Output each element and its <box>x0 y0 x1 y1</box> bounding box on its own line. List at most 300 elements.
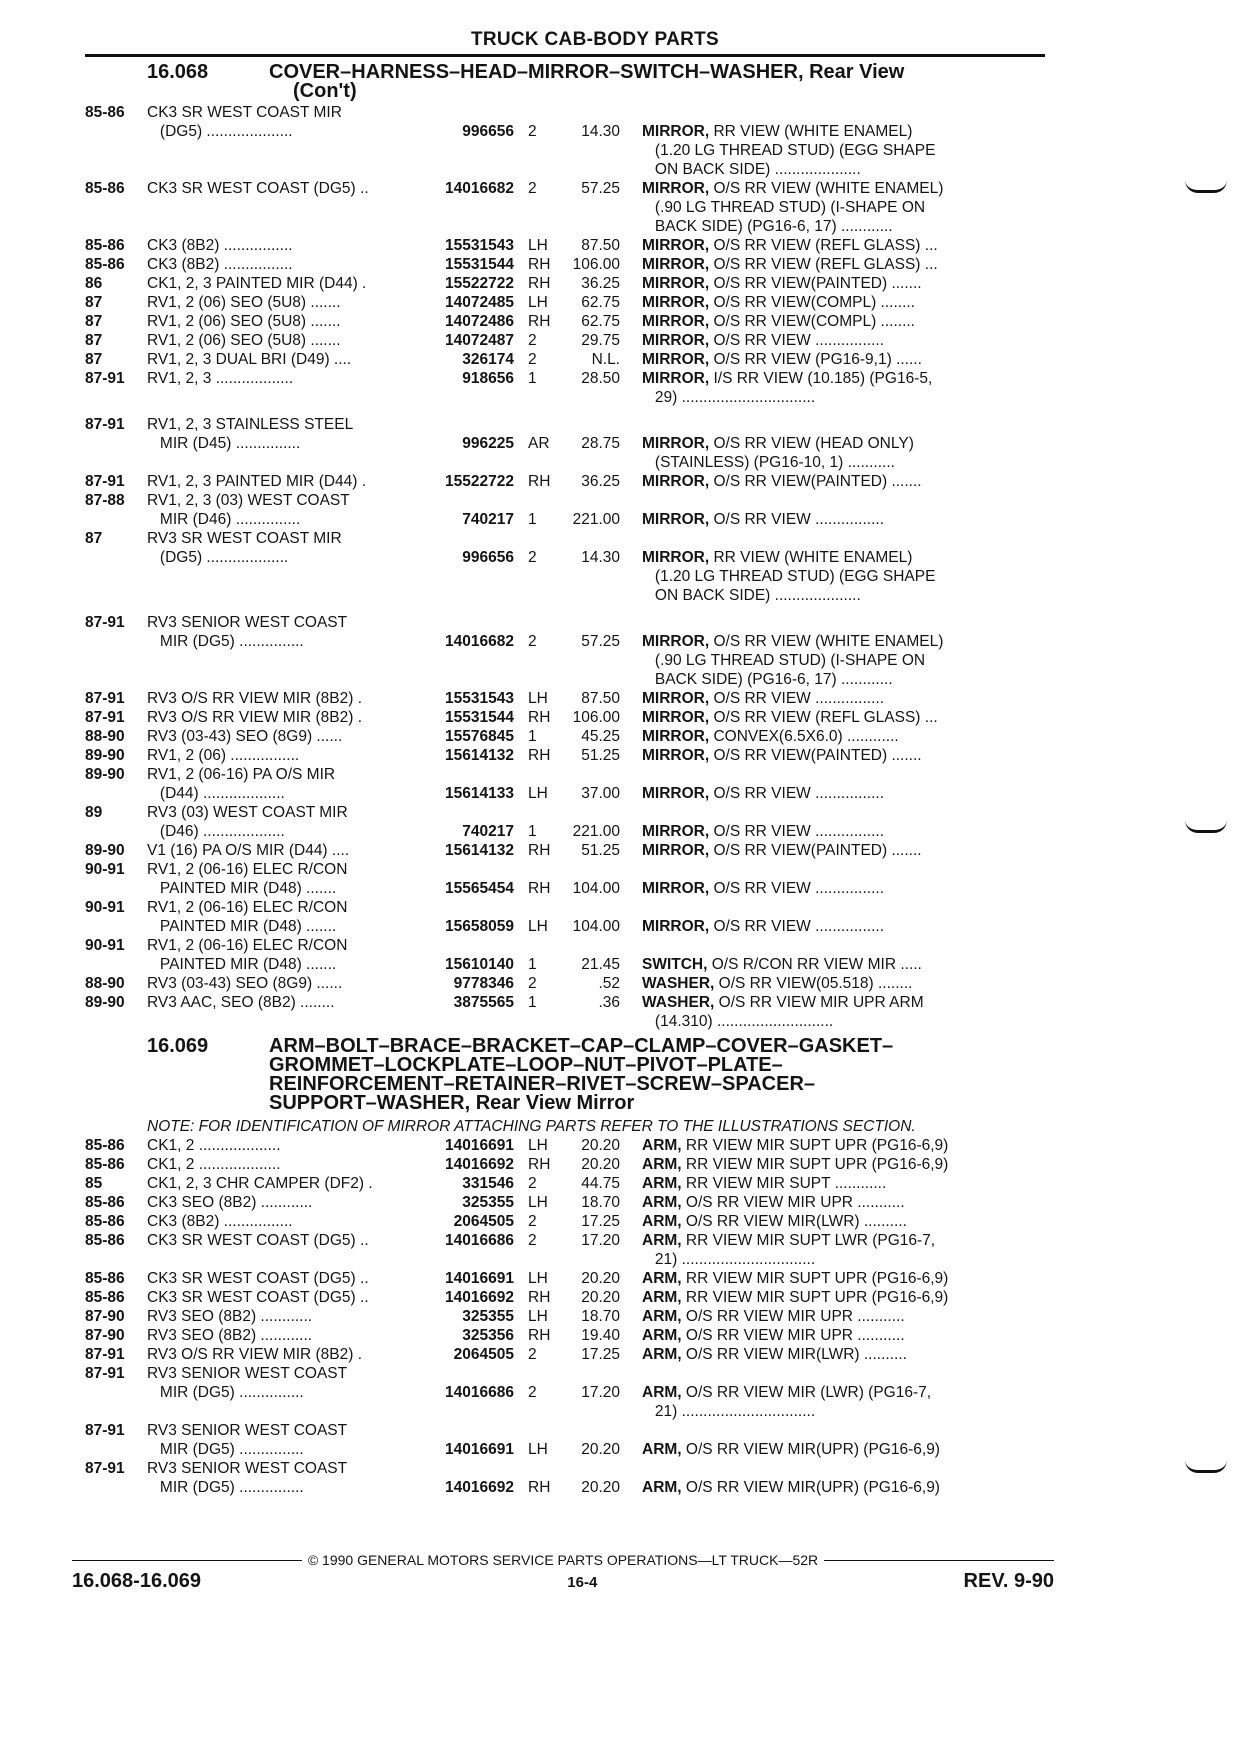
table-row <box>85 1288 1045 1307</box>
quantity: LH <box>528 785 548 802</box>
table-row <box>85 803 1045 822</box>
part-detail: O/S RR VIEW ................ <box>709 332 885 349</box>
part-number: 15531544 <box>445 709 514 726</box>
quantity: 2 <box>528 351 537 368</box>
part-number: 15531543 <box>445 237 514 254</box>
table-row <box>85 331 1045 350</box>
table-row <box>85 613 1045 632</box>
quantity: RH <box>528 842 551 859</box>
part-number: 15576845 <box>445 728 514 745</box>
part-name: ARM, <box>642 1156 682 1173</box>
quantity: RH <box>528 275 551 292</box>
part-detail: RR VIEW MIR SUPT UPR (PG16-6,9) <box>681 1270 949 1287</box>
quantity: 2 <box>528 633 537 650</box>
part-description <box>642 434 1045 453</box>
model-description: RV3 (03-43) SEO (8G9) ...... <box>147 975 343 992</box>
part-number: 14016691 <box>445 1270 514 1287</box>
model-year: 87-91 <box>85 690 125 707</box>
section-title-line: GROMMET–LOCKPLATE–LOOP–NUT–PIVOT–PLATE– <box>269 1054 783 1076</box>
price: 21.45 <box>581 956 620 973</box>
part-detail: O/S RR VIEW ................ <box>709 785 885 802</box>
table-row <box>85 369 1045 388</box>
model-year: 90-91 <box>85 899 125 916</box>
quantity: 1 <box>528 370 537 387</box>
part-description <box>642 822 1045 841</box>
table-row <box>85 491 1045 510</box>
quantity: RH <box>528 747 551 764</box>
part-number: 325355 <box>462 1308 514 1325</box>
model-year: 86 <box>85 275 103 292</box>
price: N.L. <box>591 351 620 368</box>
model-year: 87 <box>85 313 103 330</box>
table-row <box>85 1012 1045 1031</box>
model-year: 89-90 <box>85 842 125 859</box>
model-description: RV3 SENIOR WEST COAST <box>147 1460 348 1477</box>
quantity: RH <box>528 313 551 330</box>
part-description <box>642 1250 1045 1269</box>
part-name: SWITCH, <box>642 956 708 973</box>
part-detail: (STAINLESS) (PG16-10, 1) ........... <box>642 454 895 471</box>
model-description: RV1, 2 (06-16) PA O/S MIR <box>147 766 336 783</box>
part-name: ARM, <box>642 1308 682 1325</box>
quantity: 2 <box>528 1213 537 1230</box>
quantity: RH <box>528 1156 551 1173</box>
part-description <box>642 274 1045 293</box>
part-detail: (.90 LG THREAD STUD) (I-SHAPE ON <box>642 199 926 216</box>
table-row <box>85 1174 1045 1193</box>
part-number: 14072487 <box>445 332 514 349</box>
price: 36.25 <box>581 275 620 292</box>
table-row <box>85 179 1045 198</box>
quantity: 2 <box>528 549 537 566</box>
page-footer <box>72 1552 1054 1593</box>
table-row <box>85 1269 1045 1288</box>
table-row <box>85 1459 1045 1478</box>
part-detail: O/S RR VIEW (REFL GLASS) ... <box>709 256 938 273</box>
part-description <box>642 1231 1045 1250</box>
table-row <box>85 708 1045 727</box>
table-row <box>85 293 1045 312</box>
model-description: RV1, 2, 3 (03) WEST COAST <box>147 492 350 509</box>
part-description <box>642 1383 1045 1402</box>
quantity: LH <box>528 1441 548 1458</box>
row-gap <box>85 605 1045 613</box>
table-row <box>85 1478 1045 1497</box>
part-description <box>642 1193 1045 1212</box>
part-description <box>642 1212 1045 1231</box>
part-detail: (1.20 LG THREAD STUD) (EGG SHAPE <box>642 568 936 585</box>
table-row <box>85 746 1045 765</box>
model-description: MIR (DG5) ............... <box>147 1441 304 1458</box>
parts-table <box>85 103 1045 1031</box>
part-description <box>642 472 1045 491</box>
model-description: CK3 SR WEST COAST (DG5) .. <box>147 1232 369 1249</box>
part-detail: O/S RR VIEW MIR UPR ........... <box>681 1194 905 1211</box>
model-year: 87-88 <box>85 492 125 509</box>
part-detail: (1.20 LG THREAD STUD) (EGG SHAPE <box>642 142 936 159</box>
part-detail: ON BACK SIDE) .................... <box>642 161 861 178</box>
model-year: 87-90 <box>85 1308 125 1325</box>
model-description: (D46) ................... <box>147 823 285 840</box>
part-number: 14016691 <box>445 1137 514 1154</box>
table-row <box>85 1402 1045 1421</box>
part-detail: RR VIEW MIR SUPT UPR (PG16-6,9) <box>681 1156 949 1173</box>
part-description <box>642 331 1045 350</box>
quantity: 1 <box>528 511 537 528</box>
part-description <box>642 369 1045 388</box>
part-detail: (.90 LG THREAD STUD) (I-SHAPE ON <box>642 652 926 669</box>
part-description <box>642 236 1045 255</box>
part-description <box>642 670 1045 689</box>
model-description: CK3 (8B2) ................ <box>147 1213 293 1230</box>
model-year: 85 <box>85 1175 103 1192</box>
part-name: ARM, <box>642 1232 682 1249</box>
quantity: AR <box>528 435 550 452</box>
model-description: RV3 SENIOR WEST COAST <box>147 1422 348 1439</box>
quantity: LH <box>528 1270 548 1287</box>
part-detail: O/S R/CON RR VIEW MIR ..... <box>707 956 922 973</box>
price: 18.70 <box>581 1194 620 1211</box>
model-year: 87-90 <box>85 1327 125 1344</box>
quantity: LH <box>528 1308 548 1325</box>
price: 104.00 <box>572 880 620 897</box>
table-row <box>85 453 1045 472</box>
price: 17.25 <box>581 1213 620 1230</box>
table-row <box>85 388 1045 407</box>
model-description: MIR (DG5) ............... <box>147 633 304 650</box>
part-detail: (14.310) ........................... <box>642 1013 834 1030</box>
quantity: 2 <box>528 1346 537 1363</box>
part-description <box>642 1307 1045 1326</box>
part-description <box>642 350 1045 369</box>
price: 221.00 <box>572 823 620 840</box>
part-name: MIRROR, <box>642 351 710 368</box>
model-year: 87-91 <box>85 1422 125 1439</box>
part-detail: RR VIEW MIR SUPT UPR (PG16-6,9) <box>681 1289 949 1306</box>
table-row <box>85 122 1045 141</box>
price: 20.20 <box>581 1270 620 1287</box>
part-description <box>642 122 1045 141</box>
part-name: MIRROR, <box>642 511 710 528</box>
table-row <box>85 1231 1045 1250</box>
table-row <box>85 255 1045 274</box>
part-number: 14016686 <box>445 1384 514 1401</box>
quantity: 1 <box>528 994 537 1011</box>
part-number: 14016692 <box>445 1156 514 1173</box>
model-description: CK1, 2, 3 CHR CAMPER (DF2) . <box>147 1175 373 1192</box>
price: 20.20 <box>581 1441 620 1458</box>
model-year: 89 <box>85 804 103 821</box>
table-row <box>85 879 1045 898</box>
part-name: MIRROR, <box>642 880 710 897</box>
table-row <box>85 160 1045 179</box>
part-detail: 21) ............................... <box>642 1251 816 1268</box>
model-description: CK1, 2, 3 PAINTED MIR (D44) . <box>147 275 367 292</box>
part-description <box>642 993 1045 1012</box>
part-detail: O/S RR VIEW (REFL GLASS) ... <box>709 237 938 254</box>
table-row <box>85 350 1045 369</box>
table-row <box>85 1421 1045 1440</box>
part-description <box>642 312 1045 331</box>
table-row <box>85 548 1045 567</box>
model-description: RV1, 2 (06-16) ELEC R/CON <box>147 937 348 954</box>
model-description: RV1, 2, 3 PAINTED MIR (D44) . <box>147 473 367 490</box>
part-name: ARM, <box>642 1213 682 1230</box>
model-description: RV3 O/S RR VIEW MIR (8B2) . <box>147 709 363 726</box>
part-number: 15614133 <box>445 785 514 802</box>
model-year: 89-90 <box>85 747 125 764</box>
part-name: MIRROR, <box>642 256 710 273</box>
part-detail: O/S RR VIEW(05.518) ........ <box>714 975 913 992</box>
part-detail: O/S RR VIEW MIR UPR ........... <box>681 1308 905 1325</box>
section-title-line: REINFORCEMENT–RETAINER–RIVET–SCREW–SPACER– <box>269 1073 816 1095</box>
part-name: ARM, <box>642 1327 682 1344</box>
table-row <box>85 784 1045 803</box>
part-description <box>642 784 1045 803</box>
quantity: LH <box>528 918 548 935</box>
part-number: 14016692 <box>445 1289 514 1306</box>
table-row <box>85 1193 1045 1212</box>
price: 17.20 <box>581 1232 620 1249</box>
model-description: RV3 AAC, SEO (8B2) ........ <box>147 994 335 1011</box>
part-name: MIRROR, <box>642 123 710 140</box>
part-detail: O/S RR VIEW ................ <box>709 511 885 528</box>
quantity: 2 <box>528 1232 537 1249</box>
part-detail: O/S RR VIEW(PAINTED) ....... <box>709 747 922 764</box>
model-year: 87-91 <box>85 1346 125 1363</box>
model-year: 85-86 <box>85 256 125 273</box>
model-description: (D44) ................... <box>147 785 285 802</box>
table-row <box>85 1440 1045 1459</box>
price: 62.75 <box>581 294 620 311</box>
table-row <box>85 917 1045 936</box>
price: 45.25 <box>581 728 620 745</box>
model-year: 89-90 <box>85 994 125 1011</box>
table-row <box>85 1250 1045 1269</box>
model-year: 87-91 <box>85 1365 125 1382</box>
part-description <box>642 651 1045 670</box>
model-year: 87 <box>85 294 103 311</box>
part-description <box>642 955 1045 974</box>
price: 106.00 <box>572 256 620 273</box>
table-row <box>85 1307 1045 1326</box>
section-title-line: ARM–BOLT–BRACE–BRACKET–CAP–CLAMP–COVER–GASKET– <box>269 1035 894 1057</box>
quantity: LH <box>528 237 548 254</box>
part-detail: O/S RR VIEW ................ <box>709 690 885 707</box>
model-description: RV3 SENIOR WEST COAST <box>147 614 348 631</box>
table-row <box>85 651 1045 670</box>
model-year: 85-86 <box>85 1137 125 1154</box>
table-row <box>85 1212 1045 1231</box>
model-year: 88-90 <box>85 728 125 745</box>
model-description: RV1, 2 (06) SEO (5U8) ....... <box>147 313 341 330</box>
part-name: ARM, <box>642 1479 682 1496</box>
table-row <box>85 510 1045 529</box>
price: 20.20 <box>581 1479 620 1496</box>
price: 28.75 <box>581 435 620 452</box>
part-name: MIRROR, <box>642 823 710 840</box>
model-year: 87-91 <box>85 614 125 631</box>
price: 51.25 <box>581 747 620 764</box>
part-description <box>642 1402 1045 1421</box>
model-year: 88-90 <box>85 975 125 992</box>
model-description: RV3 SENIOR WEST COAST <box>147 1365 348 1382</box>
part-number: 2064505 <box>453 1346 514 1363</box>
top-rule <box>85 54 1045 57</box>
part-description <box>642 160 1045 179</box>
section-note: NOTE: FOR IDENTIFICATION OF MIRROR ATTACHING PARTS REFER TO THE ILLUSTRATIONS SECTION. <box>147 1118 916 1135</box>
part-detail: O/S RR VIEW ................ <box>709 823 885 840</box>
parts-table <box>85 1136 1045 1497</box>
price: 104.00 <box>572 918 620 935</box>
part-description <box>642 1345 1045 1364</box>
part-name: MIRROR, <box>642 709 710 726</box>
model-description: RV1, 2 (06) SEO (5U8) ....... <box>147 332 341 349</box>
part-detail: O/S RR VIEW(PAINTED) ....... <box>709 842 922 859</box>
binder-hole-mark <box>1185 180 1227 193</box>
part-number: 15565454 <box>445 880 514 897</box>
part-detail: RR VIEW (WHITE ENAMEL) <box>709 549 913 566</box>
part-number: 15522722 <box>445 473 514 490</box>
part-description <box>642 841 1045 860</box>
part-detail: O/S RR VIEW(COMPL) ........ <box>709 294 915 311</box>
part-number: 331546 <box>462 1175 514 1192</box>
price: 28.50 <box>581 370 620 387</box>
model-description: RV1, 2, 3 .................. <box>147 370 294 387</box>
part-name: MIRROR, <box>642 633 710 650</box>
model-description: (DG5) .................... <box>147 123 293 140</box>
model-description: RV3 SEO (8B2) ............ <box>147 1327 313 1344</box>
quantity: 2 <box>528 180 537 197</box>
model-description: MIR (D45) ............... <box>147 435 301 452</box>
part-number: 2064505 <box>453 1213 514 1230</box>
part-name: ARM, <box>642 1346 682 1363</box>
quantity: 2 <box>528 332 537 349</box>
model-year: 85-86 <box>85 104 125 121</box>
part-detail: O/S RR VIEW MIR (LWR) (PG16-7, <box>681 1384 932 1401</box>
quantity: RH <box>528 1289 551 1306</box>
part-description <box>642 689 1045 708</box>
part-number: 15531544 <box>445 256 514 273</box>
running-head: TRUCK CAB-BODY PARTS <box>470 29 720 50</box>
part-description <box>642 746 1045 765</box>
table-row <box>85 1383 1045 1402</box>
section-16-068 <box>85 63 1045 1031</box>
part-number: 996656 <box>462 123 514 140</box>
part-number: 14016691 <box>445 1441 514 1458</box>
table-row <box>85 632 1045 651</box>
quantity: 2 <box>528 1384 537 1401</box>
model-description: PAINTED MIR (D48) ....... <box>147 880 337 897</box>
price: 221.00 <box>572 511 620 528</box>
model-year: 87-91 <box>85 416 125 433</box>
part-number: 14072485 <box>445 294 514 311</box>
model-year: 85-86 <box>85 237 125 254</box>
part-detail: O/S RR VIEW(PAINTED) ....... <box>709 275 922 292</box>
model-year: 85-86 <box>85 180 125 197</box>
table-row <box>85 765 1045 784</box>
model-description: CK3 SR WEST COAST (DG5) .. <box>147 1270 369 1287</box>
table-row <box>85 198 1045 217</box>
price: 87.50 <box>581 237 620 254</box>
part-detail: O/S RR VIEW (PG16-9,1) ...... <box>709 351 922 368</box>
part-detail: O/S RR VIEW MIR(UPR) (PG16-6,9) <box>681 1441 940 1458</box>
model-description: RV1, 2, 3 DUAL BRI (D49) .... <box>147 351 352 368</box>
part-number: 14016692 <box>445 1479 514 1496</box>
table-row <box>85 141 1045 160</box>
section-title-cont: (Con't) <box>293 80 357 102</box>
price: 17.25 <box>581 1346 620 1363</box>
price: 106.00 <box>572 709 620 726</box>
part-description <box>642 179 1045 198</box>
part-number: 15614132 <box>445 842 514 859</box>
table-row <box>85 529 1045 548</box>
part-number: 996225 <box>462 435 514 452</box>
quantity: RH <box>528 1479 551 1496</box>
model-description: RV1, 2 (06) SEO (5U8) ....... <box>147 294 341 311</box>
part-name: MIRROR, <box>642 549 710 566</box>
part-description <box>642 632 1045 651</box>
quantity: 1 <box>528 956 537 973</box>
part-description <box>642 1174 1045 1193</box>
part-description <box>642 141 1045 160</box>
part-description <box>642 974 1045 993</box>
part-number: 326174 <box>462 351 514 368</box>
part-name: MIRROR, <box>642 294 710 311</box>
model-description: CK3 SR WEST COAST (DG5) .. <box>147 180 369 197</box>
part-detail: O/S RR VIEW MIR UPR ARM <box>714 994 924 1011</box>
part-detail: O/S RR VIEW(PAINTED) ....... <box>709 473 922 490</box>
table-row <box>85 472 1045 491</box>
part-description <box>642 453 1045 472</box>
model-description: MIR (DG5) ............... <box>147 1384 304 1401</box>
model-year: 85-86 <box>85 1270 125 1287</box>
model-description: CK3 (8B2) ................ <box>147 237 293 254</box>
revision: REV. 9-90 <box>963 1570 1054 1592</box>
part-name: MIRROR, <box>642 728 710 745</box>
part-number: 15658059 <box>445 918 514 935</box>
quantity: RH <box>528 1327 551 1344</box>
part-detail: 29) ............................... <box>642 389 816 406</box>
part-name: WASHER, <box>642 975 715 992</box>
part-name: MIRROR, <box>642 473 710 490</box>
table-row <box>85 434 1045 453</box>
table-row <box>85 936 1045 955</box>
part-description <box>642 548 1045 567</box>
table-row <box>85 103 1045 122</box>
part-number: 15522722 <box>445 275 514 292</box>
table-row <box>85 274 1045 293</box>
table-row <box>85 217 1045 236</box>
model-year: 87-91 <box>85 370 125 387</box>
footer-rule <box>72 1560 302 1561</box>
part-detail: O/S RR VIEW (WHITE ENAMEL) <box>709 633 944 650</box>
part-detail: 21) ............................... <box>642 1403 816 1420</box>
part-description <box>642 388 1045 407</box>
table-row <box>85 860 1045 879</box>
part-name: ARM, <box>642 1384 682 1401</box>
price: 36.25 <box>581 473 620 490</box>
model-description: RV3 (03) WEST COAST MIR <box>147 804 348 821</box>
part-detail: RR VIEW (WHITE ENAMEL) <box>709 123 913 140</box>
part-detail: BACK SIDE) (PG16-6, 17) ............ <box>642 671 893 688</box>
part-name: ARM, <box>642 1194 682 1211</box>
price: 37.00 <box>581 785 620 802</box>
model-year: 85-86 <box>85 1156 125 1173</box>
part-description <box>642 917 1045 936</box>
part-name: ARM, <box>642 1441 682 1458</box>
table-row <box>85 993 1045 1012</box>
